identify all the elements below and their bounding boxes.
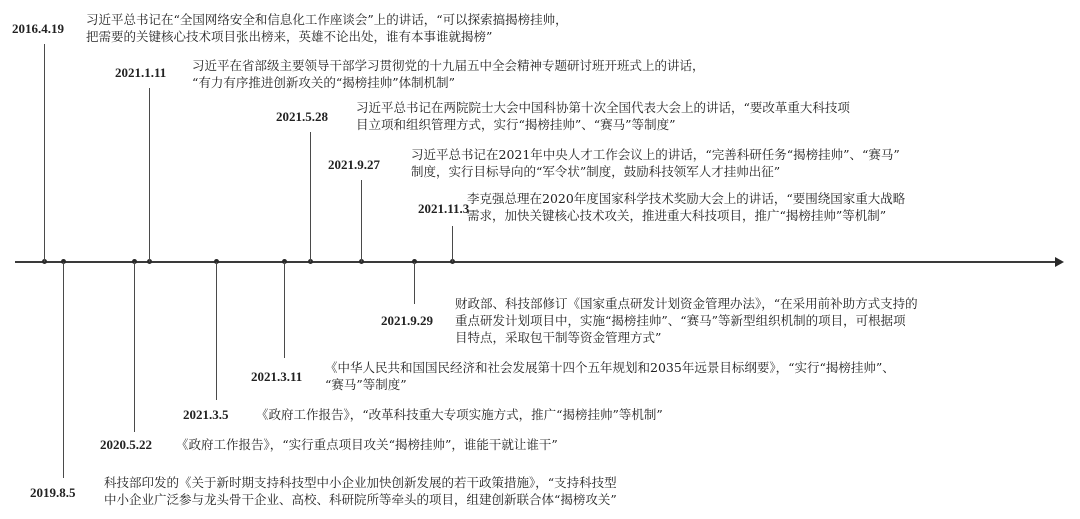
event-date: 2021.9.27 <box>328 157 380 172</box>
event-text-line: 习近平总书记在2021年中央人才工作会议上的讲话，“完善科研任务“揭榜挂帅”、“赛马” <box>411 147 900 162</box>
event-text-line: “有力有序推进创新攻关的“揭榜挂帅”体制机制” <box>192 75 456 90</box>
event-text-line: 习近平总书记在两院院士大会中国科协第十次全国代表大会上的讲话，“要改革重大科技项 <box>356 100 850 115</box>
event-date: 2021.3.5 <box>183 407 229 422</box>
event-text-line: 重点研发计划项目中，实施“揭榜挂帅”、“赛马”等新型组织机制的项目，可根据项 <box>455 313 906 328</box>
event-text-line: 习近平总书记在“全国网络安全和信息化工作座谈会”上的讲话，“可以探索搞揭榜挂帅， <box>86 12 568 27</box>
event-text-line: “赛马”等制度” <box>325 377 407 392</box>
connector-2021-5-28 <box>310 132 311 262</box>
event-description <box>86 11 568 45</box>
event-text-line: 目立项和组织管理方式，实行“揭榜挂帅”、“赛马”等制度” <box>356 117 676 132</box>
event-description <box>411 146 900 180</box>
event-date: 2020.5.22 <box>100 437 152 452</box>
connector-2016-4-19 <box>44 44 45 262</box>
connector-2021-1-11 <box>149 88 150 262</box>
event-description <box>104 474 617 508</box>
event-description <box>192 57 705 91</box>
connector-2020-5-22 <box>134 262 135 432</box>
event-text-line: 制度，实行目标导向的“军令状”制度，鼓励科技领军人才挂帅出征” <box>411 164 781 179</box>
connector-2021-9-27 <box>361 180 362 262</box>
event-description <box>256 406 663 423</box>
event-date: 2021.5.28 <box>276 109 328 124</box>
connector-2021-9-29 <box>414 262 415 304</box>
connector-2019-8-5 <box>63 262 64 478</box>
event-text-line: 中小企业广泛参与龙头骨干企业、高校、科研院所等牵头的项目，组建创新联合体“揭榜攻关” <box>104 492 617 507</box>
timeline-axis <box>15 261 1057 263</box>
event-text-line: 需求，加快关键核心技术攻关，推进重大科技项目，推广“揭榜挂帅”等机制” <box>467 208 887 223</box>
event-description <box>356 99 850 133</box>
event-text-line: 《政府工作报告》，“改革科技重大专项实施方式，推广“揭榜挂帅”等机制” <box>256 407 663 422</box>
event-date: 2021.9.29 <box>381 313 433 328</box>
event-date: 2021.3.11 <box>251 369 303 384</box>
event-text-line: 习近平在省部级主要领导干部学习贯彻党的十九届五中全会精神专题研讨班开班式上的讲话， <box>192 58 705 73</box>
event-description <box>455 295 918 346</box>
event-description <box>325 359 895 393</box>
event-text-line: 目特点，采取包干制等资金管理方式” <box>455 330 662 345</box>
event-date: 2016.4.19 <box>12 21 64 36</box>
event-text-line: 财政部、科技部修订《国家重点研发计划资金管理办法》，“在采用前补助方式支持的 <box>455 296 918 311</box>
connector-2021-11-3 <box>452 226 453 262</box>
event-description <box>176 436 558 453</box>
event-text-line: 李克强总理在2020年度国家科学技术奖励大会上的讲话，“要围绕国家重大战略 <box>467 191 906 206</box>
event-text-line: 把需要的关键核心技术项目张出榜来，英雄不论出处，谁有本事谁就揭榜” <box>86 29 493 44</box>
event-description <box>467 190 905 224</box>
axis-arrowhead-icon <box>1055 257 1064 267</box>
connector-2021-3-5 <box>216 262 217 400</box>
event-date: 2019.8.5 <box>30 485 76 500</box>
event-text-line: 科技部印发的《关于新时期支持科技型中小企业加快创新发展的若干政策措施》，“支持科技型 <box>104 475 617 490</box>
event-text-line: 《政府工作报告》，“实行重点项目攻关“揭榜挂帅”，谁能干就让谁干” <box>176 437 558 452</box>
connector-2021-3-11 <box>284 262 285 358</box>
event-date: 2021.11.3 <box>418 201 470 216</box>
event-date: 2021.1.11 <box>115 65 167 80</box>
event-text-line: 《中华人民共和国国民经济和社会发展第十四个五年规划和2035年远景目标纲要》，“实行“揭榜挂帅”、 <box>325 360 895 375</box>
